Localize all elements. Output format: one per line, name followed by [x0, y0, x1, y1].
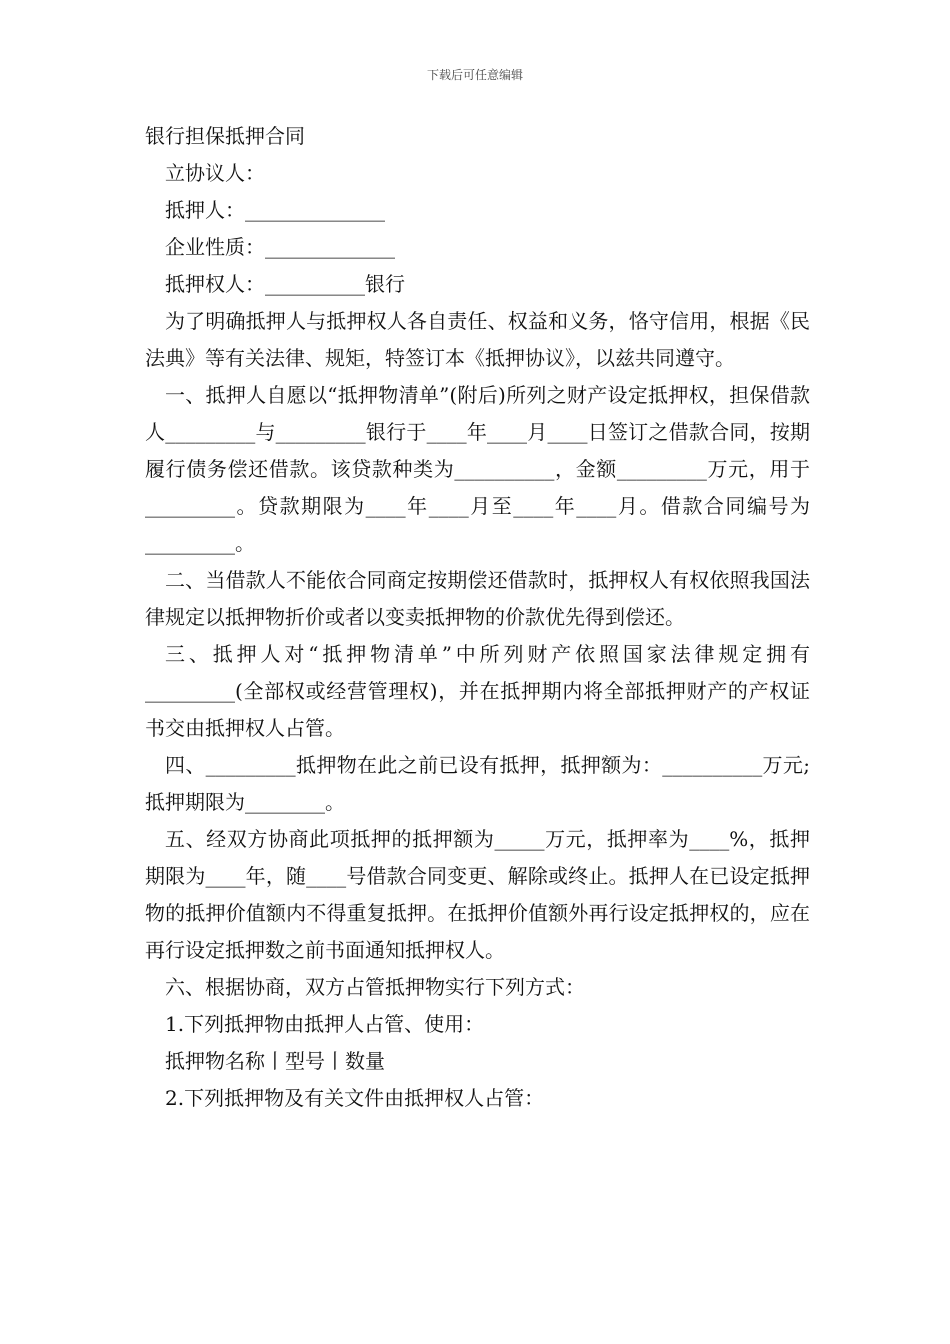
page-header: 下载后可任意编辑 [426, 68, 523, 82]
item-2: 2.下列抵押物及有关文件由抵押权人占管： [165, 1086, 545, 1110]
clause-5: 五、经双方协商此项抵押的抵押额为_____万元，抵押率为____%，抵押期限为____年，随____号借款合同变更、解除或终止。抵押人在已设定抵押物的抵押价值额内不得重复抵押。在抵押价值额外再行设定抵押权的，应在再行设定抵押数之前书面通知抵押权人。 [145, 827, 810, 962]
preamble-paragraph: 为了明确抵押人与抵押权人各自责任、权益和义务，恪守信用，根据《民法典》等有关法律、规矩，特签订本《抵押协议》，以兹共同遵守。 [145, 309, 810, 370]
clause-1: 一、抵押人自愿以“抵押物清单”(附后)所列之财产设定抵押权，担保借款人_________与_________银行于____年____月____日签订之借款合同，按期履行债务偿还借款。该贷款种类为__________，金额_________万元，用于_________。贷款期限为____年____月至____年____月。借款合同编号为_________。 [145, 383, 810, 555]
item-1-table-header: 抵押物名称丨型号丨数量 [165, 1049, 385, 1073]
document-body [145, 118, 810, 1117]
clause-3: 三、抵押人对“抵押物清单”中所列财产依照国家法律规定拥有_________(全部权或经营管理权)，并在抵押期内将全部抵押财产的产权证书交由抵押权人占管。 [145, 642, 810, 740]
mortgagee-line: 抵押权人：__________银行 [165, 272, 405, 296]
clause-2: 二、当借款人不能依合同商定按期偿还借款时，抵押权人有权依照我国法律规定以抵押物折价或者以变卖抵押物的价款优先得到偿还。 [145, 568, 810, 629]
item-1: 1.下列抵押物由抵押人占管、使用： [165, 1012, 485, 1036]
clause-4: 四、_________抵押物在此之前已设有抵押，抵押额为：__________万元;抵押期限为________。 [145, 753, 810, 814]
mortgagor-line: 抵押人：______________ [165, 198, 385, 222]
document-title: 银行担保抵押合同 [145, 124, 305, 148]
parties-label: 立协议人： [165, 161, 265, 185]
enterprise-nature-line: 企业性质：_____________ [165, 235, 395, 259]
clause-6: 六、根据协商，双方占管抵押物实行下列方式： [165, 975, 585, 999]
